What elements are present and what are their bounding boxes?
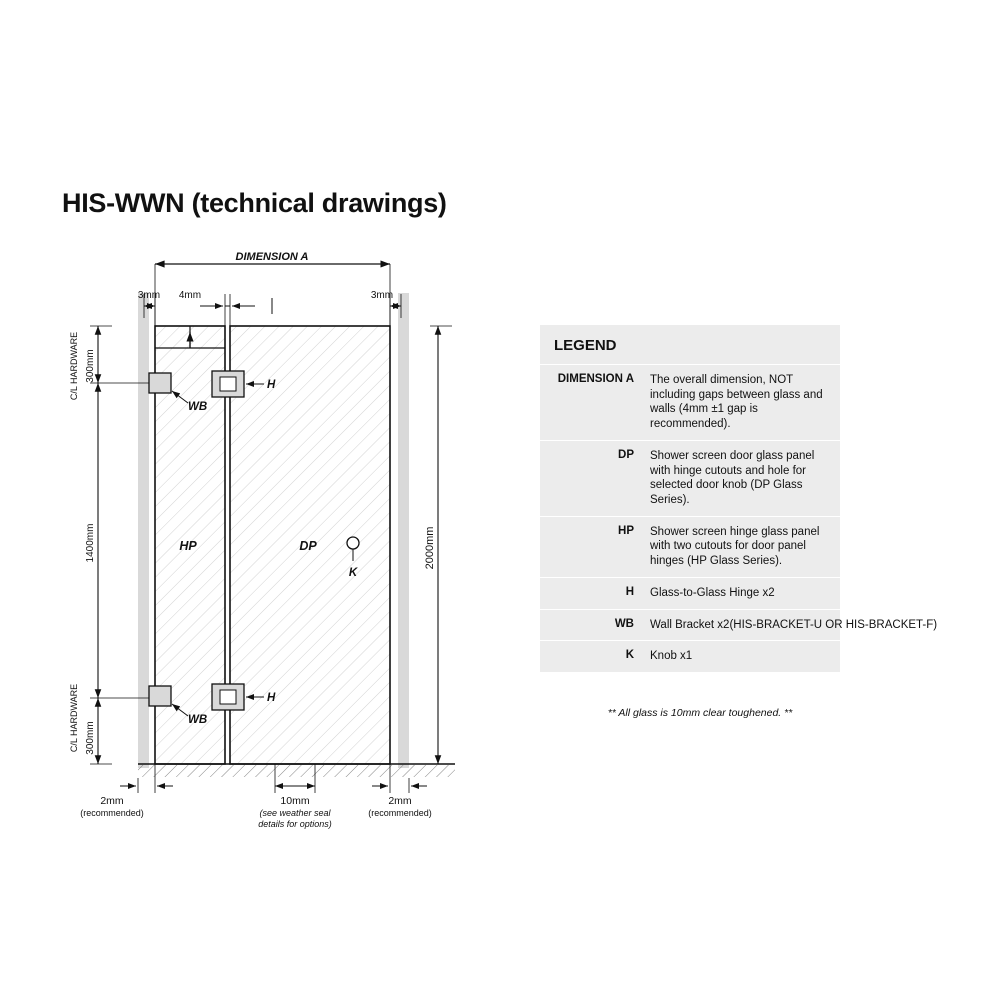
page-title: HIS-WWN (technical drawings) xyxy=(62,188,447,218)
legend-footnote: ** All glass is 10mm clear toughened. ** xyxy=(607,707,793,719)
legend-value: Shower screen door glass panel with hinge cutouts and hole for selected door knob (DP Glass Series). xyxy=(650,449,815,507)
legend-value: Shower screen hinge glass panel with two cutouts for door panel hinges (HP Glass Series). xyxy=(650,525,820,568)
legend-key: K xyxy=(625,649,634,662)
svg-text:4mm: 4mm xyxy=(178,290,202,301)
legend-title: LEGEND xyxy=(540,325,840,365)
svg-text:300mm: 300mm xyxy=(85,349,96,383)
svg-text:3mm: 3mm xyxy=(370,290,394,301)
technical-drawing xyxy=(60,248,520,838)
legend-row xyxy=(540,641,840,672)
label-hp: HP xyxy=(179,539,197,553)
svg-text:H: H xyxy=(267,692,276,704)
svg-text:(recommended): (recommended) xyxy=(368,808,432,818)
svg-text:300mm: 300mm xyxy=(85,721,96,755)
svg-text:2mm: 2mm xyxy=(388,795,412,807)
legend-value: Wall Bracket x2(HIS-BRACKET-U OR HIS-BRACKET-F) xyxy=(650,618,938,631)
legend-row xyxy=(540,441,840,517)
svg-text:2mm: 2mm xyxy=(100,795,124,807)
legend-row xyxy=(540,365,840,441)
wall-bracket-top xyxy=(149,373,171,393)
legend-row xyxy=(540,517,840,578)
floor-hatch xyxy=(138,765,455,777)
legend-key: H xyxy=(625,585,634,598)
legend-row xyxy=(540,578,840,610)
legend-key: DIMENSION A xyxy=(557,373,634,385)
legend-key: DP xyxy=(618,448,634,461)
svg-text:(recommended): (recommended) xyxy=(80,808,144,818)
svg-text:3mm: 3mm xyxy=(137,290,161,301)
legend-key: WB xyxy=(614,617,634,630)
svg-text:C/L HARDWARE: C/L HARDWARE xyxy=(69,331,79,401)
svg-text:details for options): details for options) xyxy=(258,819,332,829)
svg-text:K: K xyxy=(348,567,358,579)
dimension-a-label: DIMENSION A xyxy=(235,251,309,263)
svg-text:WB: WB xyxy=(188,714,208,726)
legend-key: HP xyxy=(618,524,634,537)
svg-text:H: H xyxy=(267,379,276,391)
wall-right xyxy=(398,293,409,768)
svg-text:WB: WB xyxy=(188,401,208,413)
svg-text:10mm: 10mm xyxy=(280,795,310,807)
wall-bracket-bottom xyxy=(149,686,171,706)
svg-text:1400mm: 1400mm xyxy=(85,523,96,563)
legend-value: The overall dimension, NOT including gaps between glass and walls (4mm ±1 gap is recommended). xyxy=(650,374,823,431)
svg-text:2000mm: 2000mm xyxy=(424,526,436,570)
svg-text:C/L HARDWARE: C/L HARDWARE xyxy=(69,683,79,753)
label-dp: DP xyxy=(299,539,317,553)
wall-left xyxy=(138,293,149,768)
legend-value: Knob x1 xyxy=(650,650,693,663)
legend-row xyxy=(540,610,938,642)
legend-panel xyxy=(540,325,938,672)
legend-value: Glass-to-Glass Hinge x2 xyxy=(650,586,775,599)
svg-text:(see weather seal: (see weather seal xyxy=(259,808,331,818)
knob xyxy=(347,537,359,549)
